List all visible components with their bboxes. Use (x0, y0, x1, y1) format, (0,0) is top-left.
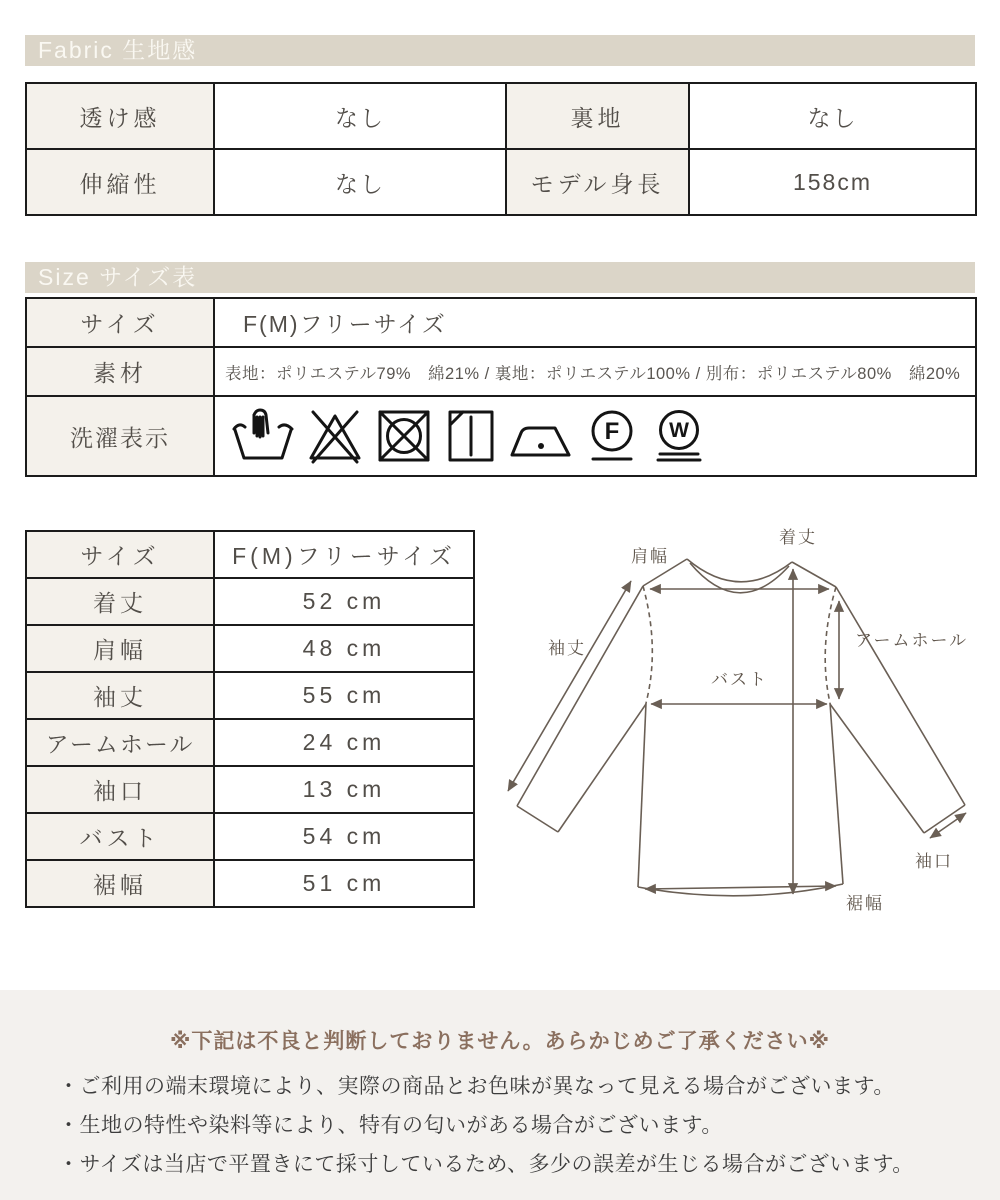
table-row (26, 813, 474, 860)
meas-label-cuff: 袖口 (26, 766, 214, 813)
meas-value-bust: 54 cm (214, 813, 474, 860)
table-row (26, 396, 976, 476)
measurements-table (25, 530, 475, 908)
line-dry-in-shade-icon (445, 408, 497, 464)
table-row (26, 860, 474, 907)
diagram-cuff-label: 袖口 (915, 852, 953, 871)
diagram-hem-label: 裾幅 (846, 894, 884, 913)
do-not-bleach-icon (307, 408, 363, 464)
diagram-shoulder-label: 肩幅 (631, 547, 669, 566)
fabric-label-stretch: 伸縮性 (26, 149, 214, 215)
meas-value-cuff: 13 cm (214, 766, 474, 813)
fabric-value-model-height: 158cm (689, 149, 976, 215)
meas-header-value: F(M)フリーサイズ (214, 531, 474, 578)
meas-label-armhole: アームホール (26, 719, 214, 766)
diagram-bust-label: バスト (711, 670, 768, 689)
iron-low-heat-icon (510, 408, 572, 464)
table-row (26, 719, 474, 766)
table-row (26, 83, 976, 149)
size-table (25, 297, 977, 477)
meas-label-sleeve: 袖丈 (26, 672, 214, 719)
table-row (26, 625, 474, 672)
fabric-section-header: Fabric 生地感 (25, 35, 975, 66)
do-not-tumble-dry-icon (376, 408, 432, 464)
meas-value-length: 52 cm (214, 578, 474, 625)
table-row (26, 766, 474, 813)
wet-clean-W-icon (652, 407, 706, 465)
table-row (26, 578, 474, 625)
care-icons-cell (214, 396, 976, 476)
hand-wash-icon (232, 408, 294, 464)
diagram-armhole-label: アームホール (855, 631, 969, 650)
material-value: 表地：ポリエステル79% 綿21% / 裏地：ポリエステル100% / 別布：ポリエステル80% 綿20% (214, 347, 976, 396)
svg-text:W: W (669, 419, 689, 442)
table-row (26, 149, 976, 215)
meas-header-label: サイズ (26, 531, 214, 578)
meas-label-shoulder: 肩幅 (26, 625, 214, 672)
notes-list (58, 1067, 968, 1184)
meas-label-length: 着丈 (26, 578, 214, 625)
meas-value-armhole: 24 cm (214, 719, 474, 766)
care-label: 洗濯表示 (26, 396, 214, 476)
table-row (26, 298, 976, 347)
notes-section (0, 990, 1000, 1200)
meas-value-shoulder: 48 cm (214, 625, 474, 672)
fabric-table (25, 82, 977, 216)
care-icons-row (215, 407, 975, 465)
size-label: サイズ (26, 298, 214, 347)
fabric-label-model-height: モデル身長 (506, 149, 689, 215)
garment-measurement-diagram (478, 515, 1000, 945)
diagram-sleeve-label: 袖丈 (548, 639, 586, 658)
meas-label-bust: バスト (26, 813, 214, 860)
fabric-label-sheerness: 透け感 (26, 83, 214, 149)
size-section-header: Size サイズ表 (25, 262, 975, 293)
note-item-sizing: ・サイズは当店で平置きにて採寸しているため、多少の誤差が生じる場合がございます。 (58, 1153, 914, 1176)
size-value: F(M)フリーサイズ (214, 298, 976, 347)
fabric-value-lining: なし (689, 83, 976, 149)
measurement-arrows (508, 569, 969, 894)
fabric-label-lining: 裏地 (506, 83, 689, 149)
meas-label-hem: 裾幅 (26, 860, 214, 907)
meas-value-sleeve: 55 cm (214, 672, 474, 719)
note-item-odor: ・生地の特性や染料等により、特有の匂いがある場合がございます。 (58, 1114, 723, 1137)
table-row (26, 347, 976, 396)
notes-heading: ※下記は不良と判断しておりません。あらかじめご了承ください※ (169, 1030, 831, 1053)
fabric-value-stretch: なし (214, 149, 506, 215)
dry-clean-F-icon (585, 407, 639, 465)
table-row (26, 531, 474, 578)
diagram-length-label: 着丈 (779, 528, 817, 547)
svg-text:F: F (604, 418, 620, 445)
fabric-value-sheerness: なし (214, 83, 506, 149)
table-row (26, 672, 474, 719)
meas-value-hem: 51 cm (214, 860, 474, 907)
material-label: 素材 (26, 347, 214, 396)
garment-outline (517, 559, 965, 896)
note-item-color: ・ご利用の端末環境により、実際の商品とお色味が異なって見える場合がございます。 (58, 1075, 895, 1098)
